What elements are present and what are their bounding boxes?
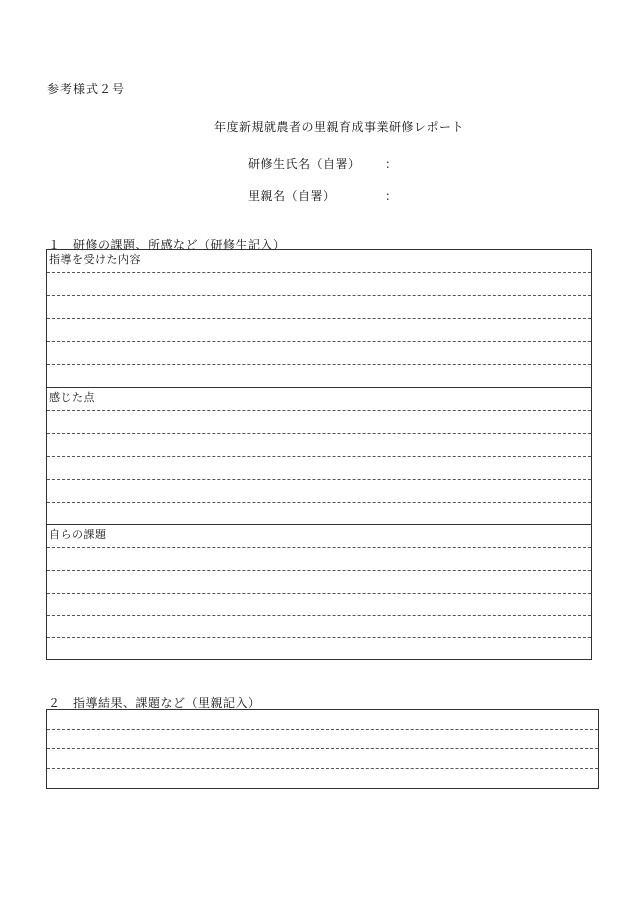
writing-line[interactable] bbox=[47, 637, 591, 638]
writing-line[interactable] bbox=[47, 364, 591, 365]
writing-line[interactable] bbox=[47, 318, 591, 319]
block-label-own-issues: 自らの課題 bbox=[49, 528, 107, 541]
writing-line[interactable] bbox=[47, 748, 598, 749]
parent-name-label: 里親名（自署） bbox=[248, 189, 336, 203]
trainee-signature-line bbox=[248, 155, 398, 172]
writing-line[interactable] bbox=[47, 341, 591, 342]
writing-line[interactable] bbox=[47, 615, 591, 616]
writing-line[interactable] bbox=[47, 295, 591, 296]
block-label-impressions: 感じた点 bbox=[49, 391, 95, 404]
section2-heading: ２ 指導結果、課題など（里親記入） bbox=[48, 696, 261, 710]
section1-box bbox=[46, 249, 592, 660]
form-number: 参考様式２号 bbox=[47, 82, 126, 96]
writing-line[interactable] bbox=[47, 570, 591, 571]
writing-line[interactable] bbox=[47, 410, 591, 411]
writing-line[interactable] bbox=[47, 547, 591, 548]
block-divider bbox=[47, 387, 591, 388]
writing-line[interactable] bbox=[47, 479, 591, 480]
section2-box bbox=[46, 709, 599, 789]
block-divider bbox=[47, 524, 591, 525]
writing-line[interactable] bbox=[47, 456, 591, 457]
writing-line[interactable] bbox=[47, 593, 591, 594]
writing-line[interactable] bbox=[47, 729, 598, 730]
trainee-colon: ： bbox=[385, 157, 398, 171]
writing-line[interactable] bbox=[47, 272, 591, 273]
parent-signature-line bbox=[248, 187, 398, 204]
trainee-name-label: 研修生氏名（自署） bbox=[248, 157, 361, 171]
writing-line[interactable] bbox=[47, 433, 591, 434]
section1-heading: １ 研修の課題、所感など（研修生記入） bbox=[48, 238, 286, 252]
writing-line[interactable] bbox=[47, 502, 591, 503]
parent-colon: ： bbox=[385, 189, 398, 203]
report-title: 年度新規就農者の里親育成事業研修レポート bbox=[213, 120, 464, 134]
block-label-guidance: 指導を受けた内容 bbox=[49, 253, 141, 266]
writing-line[interactable] bbox=[47, 768, 598, 769]
